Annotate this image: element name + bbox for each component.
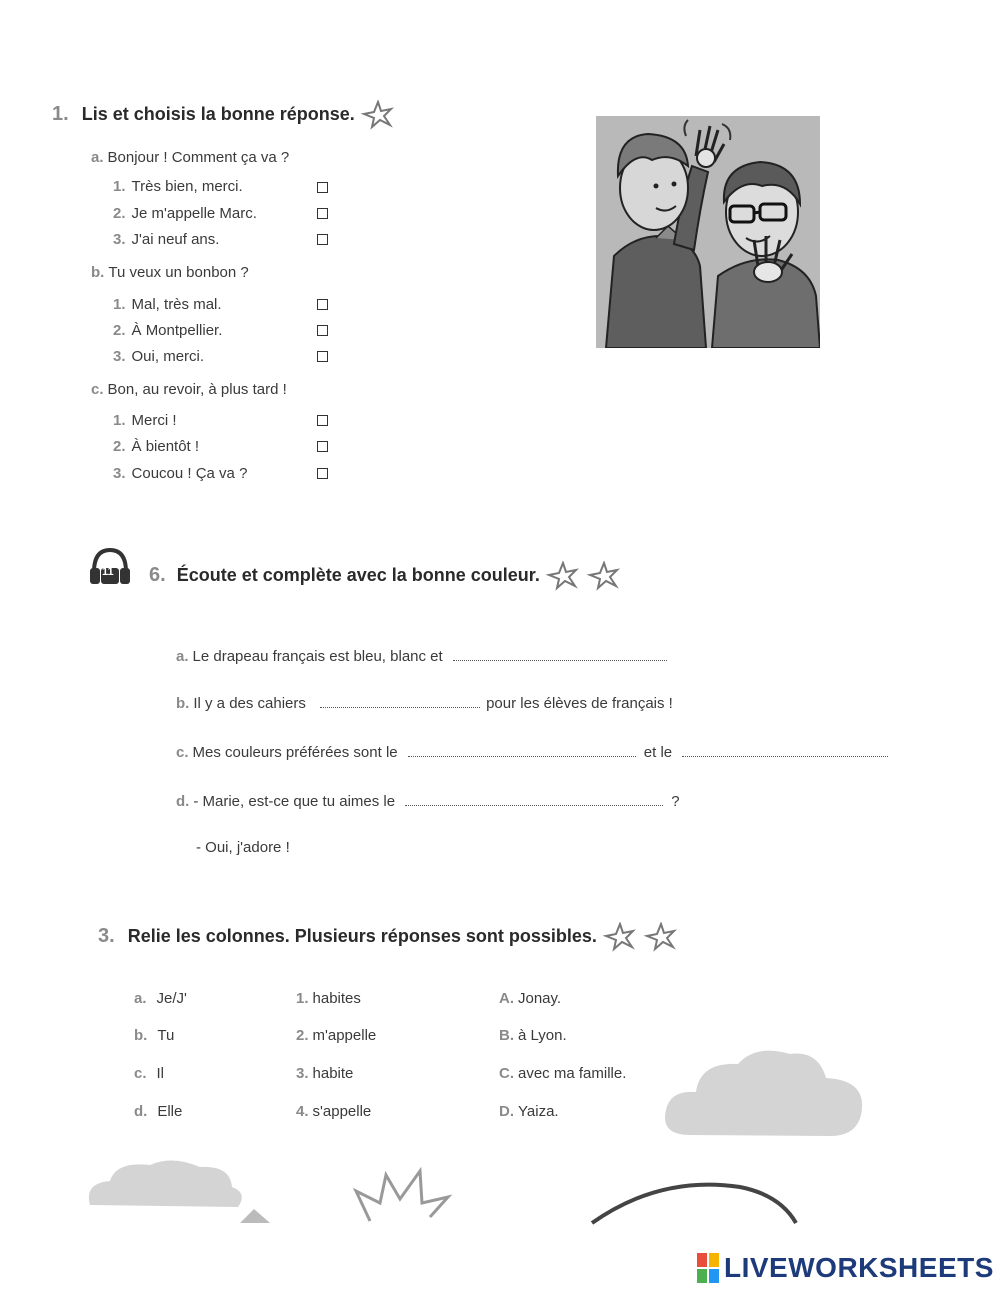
option-b2: 2. À Montpellier. bbox=[113, 322, 223, 339]
blank-b[interactable] bbox=[320, 695, 480, 708]
star-icon bbox=[545, 561, 581, 591]
liveworksheets-mark-icon bbox=[697, 1253, 719, 1283]
col2-item[interactable]: 1. habites bbox=[296, 990, 361, 1007]
checkbox-a2[interactable] bbox=[317, 208, 328, 219]
col3-item[interactable]: C. avec ma famille. bbox=[499, 1065, 627, 1082]
fill-item-b: b. Il y a des cahiers pour les élèves de français ! bbox=[176, 695, 673, 712]
option-c2: 2. À bientôt ! bbox=[113, 438, 200, 455]
cloud-decoration bbox=[660, 1040, 870, 1150]
blank-a[interactable] bbox=[453, 648, 667, 661]
blank-d[interactable] bbox=[405, 793, 663, 806]
star-icon bbox=[586, 561, 622, 591]
fill-item-a: a. Le drapeau français est bleu, blanc et bbox=[176, 648, 667, 665]
fill-reply: - Oui, j'adore ! bbox=[196, 839, 290, 856]
fill-item-d: d. - Marie, est-ce que tu aimes le ? bbox=[176, 793, 680, 810]
blank-c2[interactable] bbox=[682, 744, 888, 757]
col1-item[interactable]: a. Je/J' bbox=[134, 990, 187, 1007]
liveworksheets-wordmark: LIVEWORKSHEETS bbox=[724, 1252, 994, 1283]
question-text: Tu veux un bonbon ? bbox=[108, 264, 249, 281]
question-c bbox=[91, 381, 287, 398]
question-letter: a. bbox=[91, 149, 104, 166]
exercise1-title-text: Lis et choisis la bonne réponse. bbox=[81, 103, 355, 124]
checkbox-c1[interactable] bbox=[317, 415, 328, 426]
checkbox-b1[interactable] bbox=[317, 299, 328, 310]
exercise6-number: 6. bbox=[149, 563, 166, 586]
checkbox-a3[interactable] bbox=[317, 234, 328, 245]
option-a2: 2. Je m'appelle Marc. bbox=[113, 205, 257, 222]
option-b1: 1. Mal, très mal. bbox=[113, 296, 222, 313]
fill-item-c: c. Mes couleurs préférées sont le et le bbox=[176, 744, 888, 761]
checkbox-c2[interactable] bbox=[317, 441, 328, 452]
kids-waving-illustration bbox=[596, 116, 820, 348]
star-icon bbox=[643, 922, 679, 952]
question-text: Bon, au revoir, à plus tard ! bbox=[107, 381, 287, 398]
checkbox-c3[interactable] bbox=[317, 468, 328, 479]
col1-item[interactable]: c. Il bbox=[134, 1065, 165, 1082]
question-text: Bonjour ! Comment ça va ? bbox=[107, 149, 290, 166]
checkbox-b2[interactable] bbox=[317, 325, 328, 336]
col1-item[interactable]: d. Elle bbox=[134, 1103, 183, 1120]
checkbox-b3[interactable] bbox=[317, 351, 328, 362]
col2-item[interactable]: 2. m'appelle bbox=[296, 1027, 377, 1044]
star-icon bbox=[360, 100, 396, 130]
col3-item[interactable]: D. Yaiza. bbox=[499, 1103, 559, 1120]
exercise3-title-text: Relie les colonnes. Plusieurs réponses sont possibles. bbox=[127, 925, 597, 946]
option-b3: 3. Oui, merci. bbox=[113, 348, 205, 365]
col3-item[interactable]: B. à Lyon. bbox=[499, 1027, 567, 1044]
blank-c1[interactable] bbox=[408, 744, 636, 757]
bottom-decorations bbox=[80, 1155, 920, 1225]
exercise1-title bbox=[52, 100, 396, 130]
col3-item[interactable]: A. Jonay. bbox=[499, 990, 562, 1007]
question-letter: c. bbox=[91, 381, 104, 398]
col2-item[interactable]: 3. habite bbox=[296, 1065, 354, 1082]
col1-item[interactable]: b. Tu bbox=[134, 1027, 175, 1044]
question-b bbox=[91, 264, 249, 281]
option-c1: 1. Merci ! bbox=[113, 412, 177, 429]
question-a bbox=[91, 149, 289, 166]
liveworksheets-logo bbox=[697, 1253, 719, 1283]
exercise6-title-text: Écoute et complète avec la bonne couleur. bbox=[176, 564, 540, 585]
col2-item[interactable]: 4. s'appelle bbox=[296, 1103, 372, 1120]
audio-track-number: 11 bbox=[102, 566, 114, 578]
option-c3: 3. Coucou ! Ça va ? bbox=[113, 465, 248, 482]
checkbox-a1[interactable] bbox=[317, 182, 328, 193]
exercise6-title bbox=[149, 561, 622, 591]
question-letter: b. bbox=[91, 264, 105, 281]
exercise1-number: 1. bbox=[52, 102, 69, 125]
option-a1: 1. Très bien, merci. bbox=[113, 178, 243, 195]
exercise3-number: 3. bbox=[98, 924, 115, 947]
star-icon bbox=[602, 922, 638, 952]
option-a3: 3. J'ai neuf ans. bbox=[113, 231, 220, 248]
exercise3-title bbox=[98, 922, 679, 952]
